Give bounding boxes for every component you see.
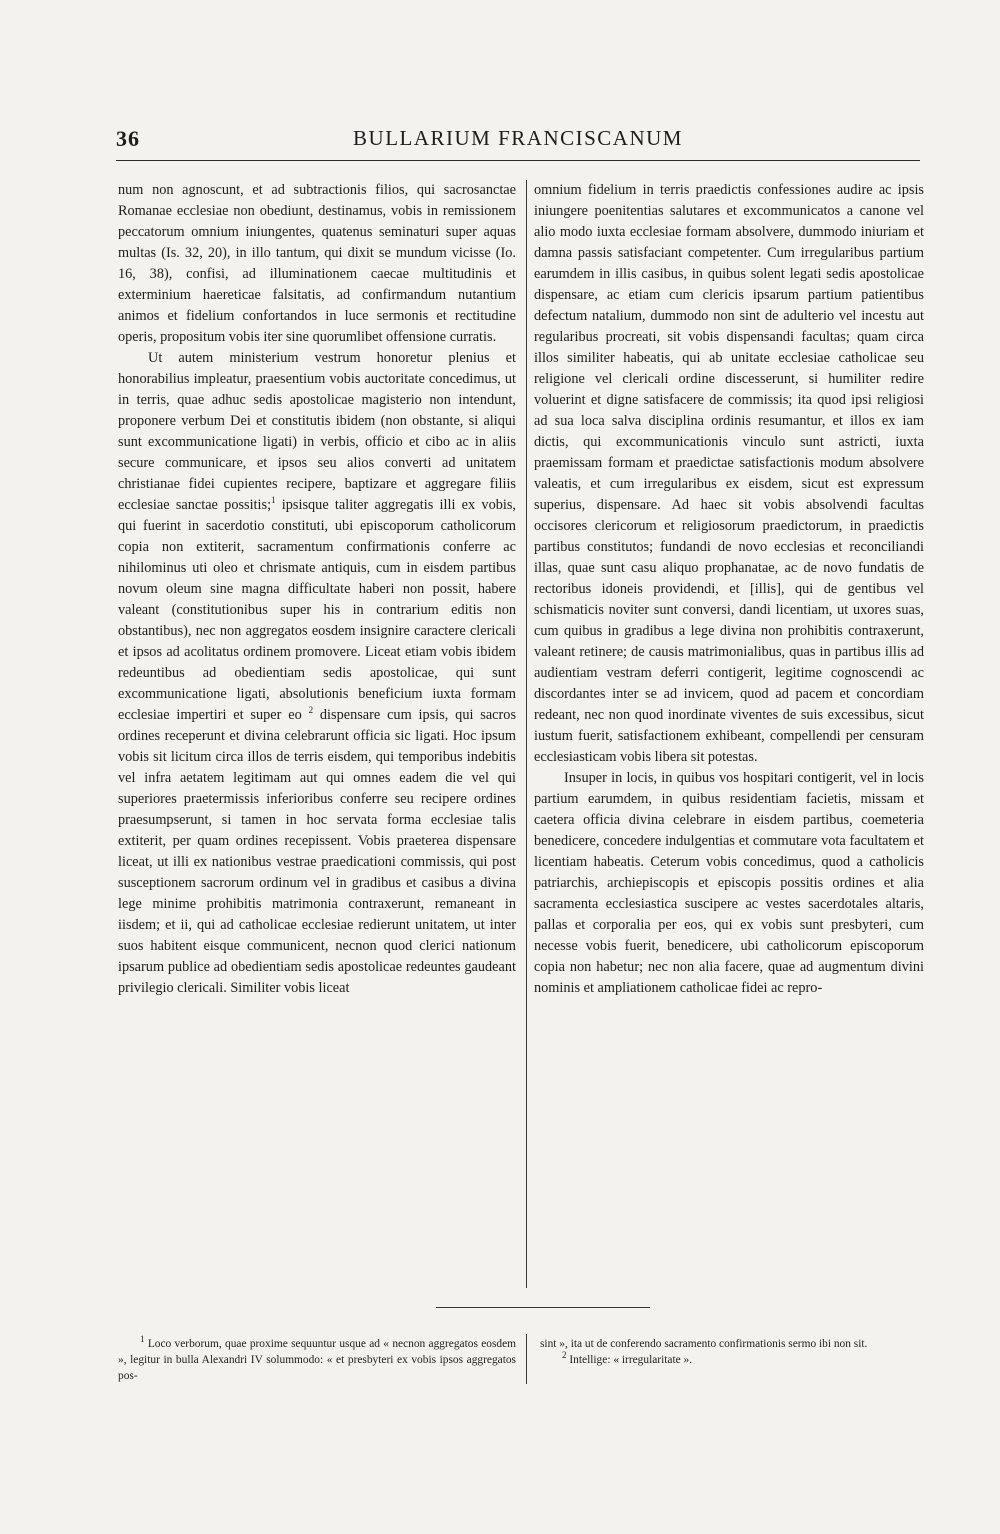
left-paragraph-2-text-b: ipsisque taliter aggregatis illi ex vobis, qui fuerint in sacerdotio constituti, ubi episcoporum catholicorum copia non extiterit, sacramentum confirmationis conferre ac nihilominus uti oleo et chrismate antiquis, cum in eisdem partibus novum oleum sine magna difficultate haberi non possit, habere valeant (constitutionibus super his in contrarium editis non obstantibus), nec non aggregatos eosdem insignire caractere clericali et ipsos ad acolitatus ordinem promovere. Liceat etiam vobis ibidem redeuntibus ad obedientiam sedis apostolicae, qui sunt excommunicatione ligati, absolutionis beneficium iuxta formam ecclesiae impertiri et super eo bbox=[118, 497, 516, 723]
right-paragraph-2: Insuper in locis, in quibus vos hospitari contigerit, vel in locis partium earumdem, in quibus residentiam facietis, missam et caetera officia divina celebrare in eisdem partibus, coemeteria benedicere, concedere indulgentias et commutare vota facultatem et licentiam habeatis. Ceterum vobis concedimus, quod a catholicis patriarchis, archiepiscopis et episcopis possitis ordines et alia sacramenta ecclesiastica suscipere ac vestes sacerdotales altaris, pallas et corporalia per eos, qui ex vobis sunt presbyteri, cum necesse vobis fuerit, benedicere, ubi catholicorum episcoporum copia non habetur; nec non alia facere, quae ad augmentum divini nominis et ampliationem catholicae fidei ac repro- bbox=[534, 770, 924, 996]
left-column bbox=[118, 180, 516, 1286]
footnote-rule bbox=[436, 1307, 650, 1308]
footnote-ref-1: 1 bbox=[271, 495, 276, 506]
footnote-1-marker: 1 bbox=[140, 1334, 145, 1345]
page-number: 36 bbox=[116, 126, 140, 151]
footnote-1-text: Loco verborum, quae proxime sequuntur usque ad « necnon aggregatos eosdem », legitur in bulla Alexandri IV solummodo: « et presbyteri ex vobis ipsos aggregatos pos- bbox=[118, 1338, 516, 1382]
footnote-1-part-1 bbox=[118, 1336, 516, 1384]
footnote-2-text: Intellige: « irregularitate ». bbox=[569, 1354, 693, 1366]
page-header bbox=[116, 126, 920, 160]
left-paragraph-2-text-a: Ut autem ministerium vestrum honoretur plenius et honorabilius impleatur, praesentium vobis auctoritate concedimus, ut in terris, quae adhuc sedis apostolicae magisterio non intendunt, proponere verbum Dei et constitutis ibidem (non obstante, si aliqui sunt excommunicatione ligati) in verbis, officio et cibo ac in aliis secure communicare, et ipsos seu alios converti ad unitatem christianae fidei cupientes recipere, baptizare et aggregare filiis ecclesiae sanctae possitis; bbox=[118, 350, 516, 513]
left-paragraph-2-text-c: dispensare cum ipsis, qui sacros ordines receperunt et divina celebrarunt officia sic ligati. Hoc ipsum vobis sit licitum circa illos de terris eisdem, qui temporibus indebitis vel infra aetatem legitimam aut qui omnes eadem die vel qui superiores praetermissis inferioribus conferre seu recipere ordines praesumpserunt, si tamen in hoc servata forma ecclesiae talis extiterit, per quam ordines recepissent. Vobis praeterea dispensare liceat, ut illi ex nationibus vestrae praedicationi commissis, qui post susceptionem sacrorum ordinum vel in gradibus et casibus a divina lege minime prohibitis matrimonia contraxerunt, remaneant in iisdem; et ii, qui ad catholicae ecclesiae redierunt unitatem, ut inter suos habitent eisque communicent, necnon quod clerici nationum ipsarum publice ad obedientiam sedis apostolicae redeuntes gaudeant privilegio clericali. Similiter vobis liceat bbox=[118, 707, 516, 996]
footnotes-left bbox=[118, 1336, 516, 1384]
footnotes-right bbox=[540, 1336, 926, 1368]
footnote-2 bbox=[540, 1352, 926, 1368]
left-paragraph-2 bbox=[118, 348, 516, 999]
footnote-2-marker: 2 bbox=[562, 1350, 567, 1361]
header-rule bbox=[116, 160, 920, 161]
column-rule bbox=[526, 180, 527, 1288]
footnote-ref-2: 2 bbox=[308, 705, 314, 716]
footnote-1-part-2: sint », ita ut de conferendo sacramento confirmationis sermo ibi non sit. bbox=[540, 1338, 868, 1350]
right-paragraph-1: omnium fidelium in terris praedictis confessiones audire ac ipsis iniungere poenitentias salutares et excommunicatos a canone vel alio modo iuxta ecclesiae formam absolvere, dummodo iniuriam et damna passis satisfaciant competenter. Cum irregularibus partium earumdem in illis casibus, in quibus solent legati sedis apostolicae dispensare, ac etiam cum clericis ipsarum partium patientibus defectum natalium, dummodo non sint de adulterio vel incestu aut regularibus procreati, sit vobis dispensandi facultas; quam circa illos similiter habeatis, qui ab unitate ecclesiae catholicae seu religione vel clericali ordine discesserunt, si humiliter redire voluerint et digne satisfacere de commissis; ita quod ipsi religiosi ad sua loca salva disciplina ordinis resumantur, et illos ex iam dictis, qui excommunicationis vinculo sunt astricti, iuxta praemissam formam et praedictae satisfactionis modum absolvere valeatis, et cum irregularibus ex eisdem, sicut est expressum superius, dispensare. Ad haec sit vobis absolvendi facultas occisores clericorum et religiosorum praedictorum, in praedictis partibus constitutos; fundandi de novo ecclesias et reconciliandi illas, quae sunt casu aliquo prophanatae, ac de novo fundatis de rectoribus idoneis providendi, et [illis], qui de gentibus vel schismaticis noviter sunt conversi, dandi licentiam, ut uxores suas, cum quibus in gradibus a lege divina non prohibitis contraxerunt, valeant retinere; de causis matrimonialibus, quas in partibus illis ad audientiam vestram deferri contigerit, legitime cognoscendi ac discordantes inter se ad invicem, quod ad pacem et concordiam redeant, nec non quod inordinate viventes de suis excessibus, sicut iustum fuerit, satisfactionem exhibeant, compellendi per censuram ecclesiasticam vobis libera sit potestas. bbox=[534, 182, 924, 765]
running-title: BULLARIUM FRANCISCANUM bbox=[353, 126, 683, 150]
right-column bbox=[534, 180, 924, 1286]
left-paragraph-1: num non agnoscunt, et ad subtractionis filios, qui sacrosanctae Romanae ecclesiae non obediunt, destinamus, vobis in remissionem peccatorum omnium iniungentes, quatenus seminaturi super aquas multas (Is. 32, 20), in illo tantum, qui dixit se mundum vicisse (Io. 16, 38), confisi, ad illuminationem caecae multitudinis et exterminium haereticae falsitatis, ad confirmandum nutantium animos et fidelium confortandos in luce sermonis et rectitudine operis, propositum vobis iter sine quorumlibet offensione curratis. bbox=[118, 182, 516, 345]
footnote-column-rule bbox=[526, 1334, 527, 1384]
